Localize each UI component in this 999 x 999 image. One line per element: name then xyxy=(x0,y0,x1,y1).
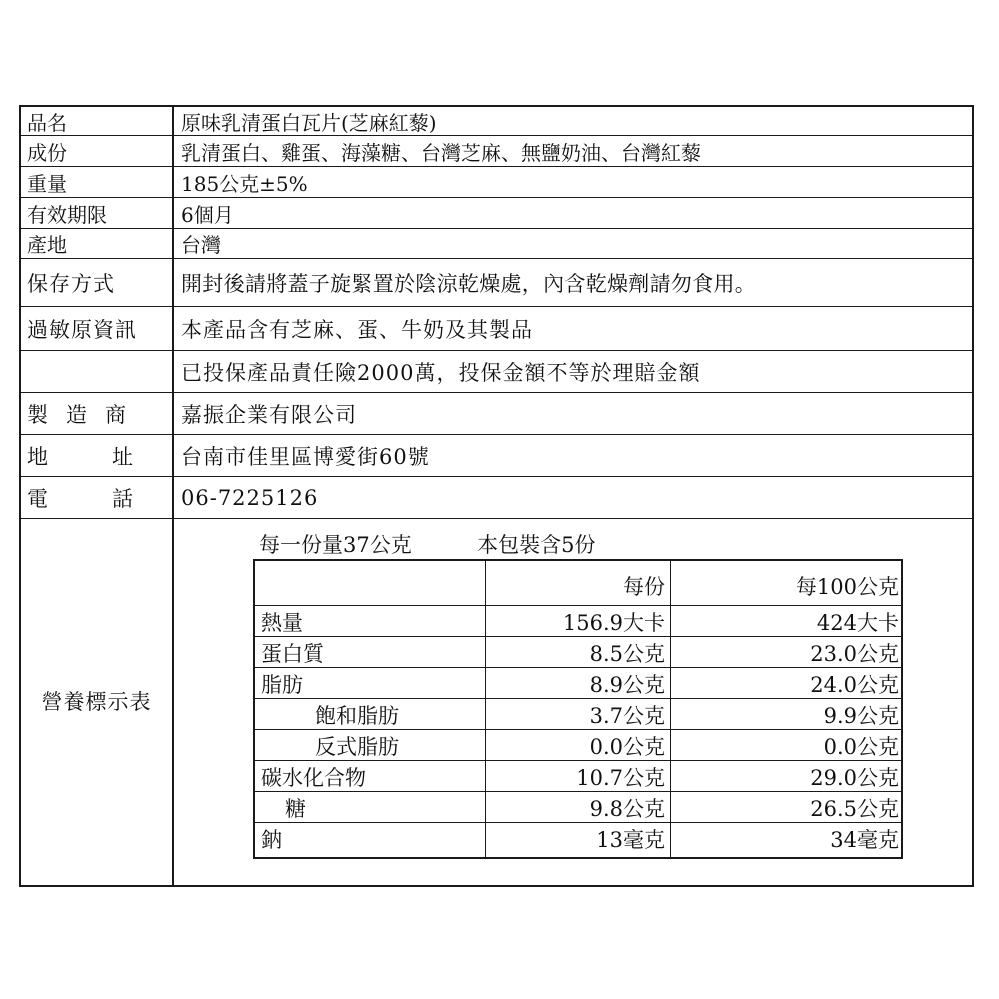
label-allergen: 過敏原資訊 xyxy=(21,307,174,350)
value-product-name: 原味乳清蛋白瓦片(芝麻紅藜) xyxy=(181,110,437,135)
label-product-name: 品名 xyxy=(21,107,174,135)
nutrition-row: 碳水化合物 10.7公克 29.0公克 xyxy=(261,766,899,790)
col-header-per-serving: 每份 xyxy=(623,575,665,599)
value-storage: 開封後請將蓋子旋緊置於陰涼乾燥處，內含乾燥劑請勿食用。 xyxy=(181,271,757,296)
col-header-per-100g: 每100公克 xyxy=(795,575,899,599)
serving-info xyxy=(259,529,595,559)
value-address: 台南市佳里區博愛街60號 xyxy=(181,444,430,469)
row-allergen xyxy=(21,307,972,351)
row-origin xyxy=(21,229,972,259)
row-ingredients xyxy=(21,136,972,167)
value-shelf-life: 6個月 xyxy=(181,202,234,227)
row-weight xyxy=(21,167,972,198)
value-manufacturer: 嘉振企業有限公司 xyxy=(181,402,357,427)
value-phone: 06-7225126 xyxy=(181,485,319,510)
nutrition-header-row xyxy=(255,567,901,603)
label-origin: 產地 xyxy=(21,229,174,258)
row-address xyxy=(21,435,972,477)
label-storage: 保存方式 xyxy=(21,259,174,306)
nutrition-row: 蛋白質 8.5公克 23.0公克 xyxy=(261,642,899,666)
value-origin: 台灣 xyxy=(181,233,221,257)
nutrition-row: 脂肪 8.9公克 24.0公克 xyxy=(261,673,899,697)
value-allergen: 本產品含有芝麻、蛋、牛奶及其製品 xyxy=(181,317,533,342)
label-manufacturer: 製造商 xyxy=(21,393,174,434)
value-ingredients: 乳清蛋白、雞蛋、海藻糖、台灣芝麻、無鹽奶油、台灣紅藜 xyxy=(181,140,701,165)
label-ingredients: 成份 xyxy=(21,136,174,166)
value-insurance: 已投保產品責任險2000萬，投保金額不等於理賠金額 xyxy=(181,360,701,385)
row-manufacturer xyxy=(21,393,972,435)
value-weight: 185公克±5% xyxy=(181,171,308,196)
nutrition-row: 糖 9.8公克 26.5公克 xyxy=(285,797,899,821)
label-shelf-life: 有效期限 xyxy=(21,198,174,228)
label-weight: 重量 xyxy=(21,167,174,197)
servings-per-pack: 本包裝含5份 xyxy=(477,533,596,557)
row-phone xyxy=(21,477,972,519)
row-storage xyxy=(21,259,972,307)
serving-size: 每一份量37公克 xyxy=(259,533,412,557)
nutrition-row: 飽和脂肪 3.7公克 9.9公克 xyxy=(315,704,899,728)
nutrition-row: 鈉 13毫克 34毫克 xyxy=(261,828,899,852)
nutrition-table xyxy=(253,559,903,859)
row-insurance xyxy=(21,351,972,393)
label-insurance xyxy=(21,351,174,392)
label-phone: 電話 xyxy=(21,477,174,518)
nutrition-row: 反式脂肪 0.0公克 0.0公克 xyxy=(315,735,899,759)
label-nutrition-facts: 營養標示表 xyxy=(21,517,174,885)
product-label-sheet xyxy=(19,105,974,887)
row-shelf-life xyxy=(21,198,972,229)
label-address: 地址 xyxy=(21,435,174,476)
nutrition-row: 熱量 156.9大卡 424大卡 xyxy=(261,611,899,635)
row-product-name xyxy=(21,107,972,136)
